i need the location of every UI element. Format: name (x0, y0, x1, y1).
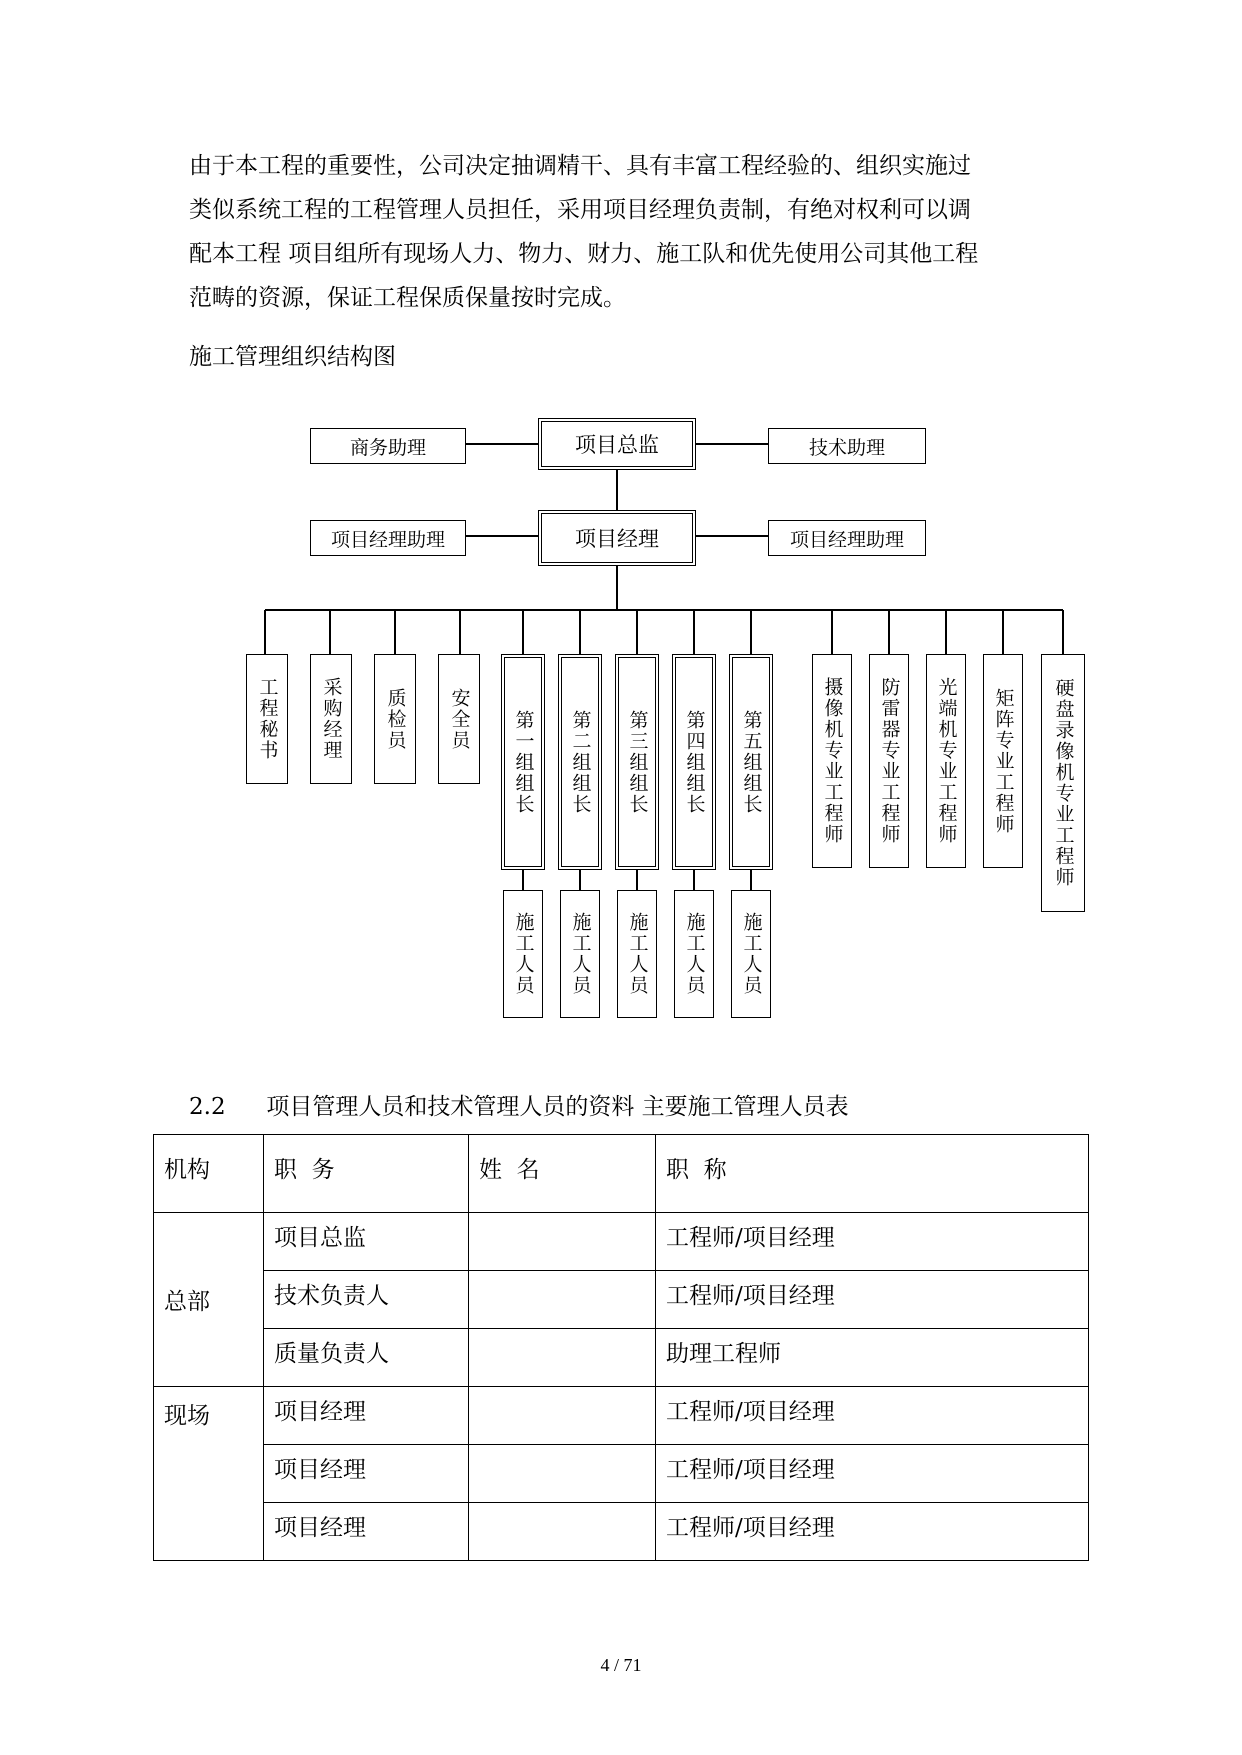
intro-line: 由于本工程的重要性，公司决定抽调精干、具有丰富工程经验的、组织实施过 (189, 153, 971, 179)
table-row (154, 1271, 1089, 1329)
org-box-label: 项目经理 (575, 527, 659, 551)
title: 工程师/项目经理 (666, 1399, 835, 1425)
role: 技术负责人 (274, 1283, 389, 1309)
org-cell (154, 1213, 264, 1387)
org-box-label: 第二组组长 (569, 709, 592, 815)
org-box-label: 项目经理助理 (330, 528, 445, 551)
page-number: 4 / 71 (600, 1655, 642, 1675)
org-cell (154, 1387, 264, 1561)
org-box-tech-assistant (768, 428, 926, 464)
role-cell (264, 1387, 469, 1445)
title-cell (656, 1213, 1089, 1271)
org-box-label: 商务助理 (349, 436, 426, 459)
role-cell (264, 1445, 469, 1503)
org-box-worker (731, 890, 771, 1018)
org-box-engineer (926, 654, 966, 868)
org-box-label: 施工人员 (683, 912, 706, 996)
title: 工程师/项目经理 (666, 1457, 835, 1483)
role-cell (264, 1503, 469, 1561)
org-box-worker (503, 890, 543, 1018)
role-cell (264, 1213, 469, 1271)
name-cell (469, 1271, 656, 1329)
title-cell (656, 1329, 1089, 1387)
name-cell (469, 1329, 656, 1387)
org-box-group-leader (558, 654, 602, 870)
header-cell (154, 1135, 264, 1213)
org-box-label: 摄像机专业工程师 (821, 677, 844, 845)
name-cell (469, 1213, 656, 1271)
header-title: 职 称 (666, 1157, 727, 1183)
table-row (154, 1445, 1089, 1503)
header-name: 姓 名 (479, 1157, 540, 1183)
org-box-pm-assistant-left (310, 520, 466, 556)
org-box-label: 施工人员 (626, 912, 649, 996)
org-box-label: 施工人员 (569, 912, 592, 996)
org-box-label: 质检员 (384, 687, 407, 751)
table-row (154, 1329, 1089, 1387)
org-box-label: 第五组组长 (740, 709, 763, 815)
header-org: 机构 (164, 1157, 210, 1183)
org-box-label: 第四组组长 (683, 709, 706, 815)
org-box-label: 第一组组长 (512, 709, 535, 815)
role: 质量负责人 (274, 1341, 389, 1367)
org-box-label: 项目总监 (575, 433, 659, 457)
org-box-engineer (1041, 654, 1085, 912)
org-box-engineer (812, 654, 852, 868)
title-cell (656, 1271, 1089, 1329)
org-box-label: 防雷器专业工程师 (878, 677, 901, 845)
header-role: 职 务 (274, 1157, 335, 1183)
org-name: 现场 (164, 1403, 210, 1429)
org-box-label: 施工人员 (512, 912, 535, 996)
org-box-label: 技术助理 (808, 436, 885, 459)
role-cell (264, 1329, 469, 1387)
org-box-engineer (869, 654, 909, 868)
intro-line: 类似系统工程的工程管理人员担任，采用项目经理负责制，有绝对权利可以调 (189, 197, 971, 223)
org-box-label: 硬盘录像机专业工程师 (1052, 678, 1075, 888)
org-box-label: 安全员 (448, 687, 471, 751)
org-box-label: 项目经理助理 (789, 528, 904, 551)
org-box-label: 工程秘书 (256, 677, 279, 761)
role-cell (264, 1271, 469, 1329)
org-box-label: 光端机专业工程师 (935, 677, 958, 845)
intro-line: 配本工程 项目组所有现场人力、物力、财力、施工队和优先使用公司其他工程 (189, 241, 979, 267)
section-number: 2.2 (189, 1094, 226, 1120)
title-cell (656, 1503, 1089, 1561)
table-row (154, 1213, 1089, 1271)
name-cell (469, 1387, 656, 1445)
section-title: 项目管理人员和技术管理人员的资料 主要施工管理人员表 (266, 1094, 849, 1120)
header-cell (264, 1135, 469, 1213)
org-box-group-leader (615, 654, 659, 870)
section-heading (189, 1088, 849, 1121)
org-name: 总部 (164, 1289, 210, 1315)
org-box-group-leader (501, 654, 545, 870)
title: 工程师/项目经理 (666, 1515, 835, 1541)
title: 工程师/项目经理 (666, 1283, 835, 1309)
org-box-staff (310, 654, 352, 784)
org-box-group-leader (672, 654, 716, 870)
org-box-label: 矩阵专业工程师 (992, 687, 1015, 835)
org-box-staff (438, 654, 480, 784)
table-row (154, 1387, 1089, 1445)
org-box-pm-assistant-right (768, 520, 926, 556)
org-box-project-manager (538, 510, 696, 566)
org-box-staff (246, 654, 288, 784)
title-cell (656, 1387, 1089, 1445)
org-chart-caption: 施工管理组织结构图 (189, 344, 396, 370)
org-box-label: 第三组组长 (626, 709, 649, 815)
org-box-worker (674, 890, 714, 1018)
org-box-label: 施工人员 (740, 912, 763, 996)
role: 项目总监 (274, 1225, 366, 1251)
title: 助理工程师 (666, 1341, 781, 1367)
name-cell (469, 1445, 656, 1503)
role: 项目经理 (274, 1399, 366, 1425)
staff-table (153, 1134, 1089, 1561)
org-box-label: 采购经理 (320, 677, 343, 761)
org-box-staff (374, 654, 416, 784)
org-box-business-assistant (310, 428, 466, 464)
org-box-engineer (983, 654, 1023, 868)
header-cell (656, 1135, 1089, 1213)
intro-line: 范畴的资源，保证工程保质保量按时完成。 (189, 285, 626, 311)
header-cell (469, 1135, 656, 1213)
org-box-worker (617, 890, 657, 1018)
org-box-project-director (538, 418, 696, 470)
role: 项目经理 (274, 1515, 366, 1541)
org-box-worker (560, 890, 600, 1018)
name-cell (469, 1503, 656, 1561)
table-header-row (154, 1135, 1089, 1213)
org-box-group-leader (729, 654, 773, 870)
title: 工程师/项目经理 (666, 1225, 835, 1251)
table-row (154, 1503, 1089, 1561)
title-cell (656, 1445, 1089, 1503)
role: 项目经理 (274, 1457, 366, 1483)
